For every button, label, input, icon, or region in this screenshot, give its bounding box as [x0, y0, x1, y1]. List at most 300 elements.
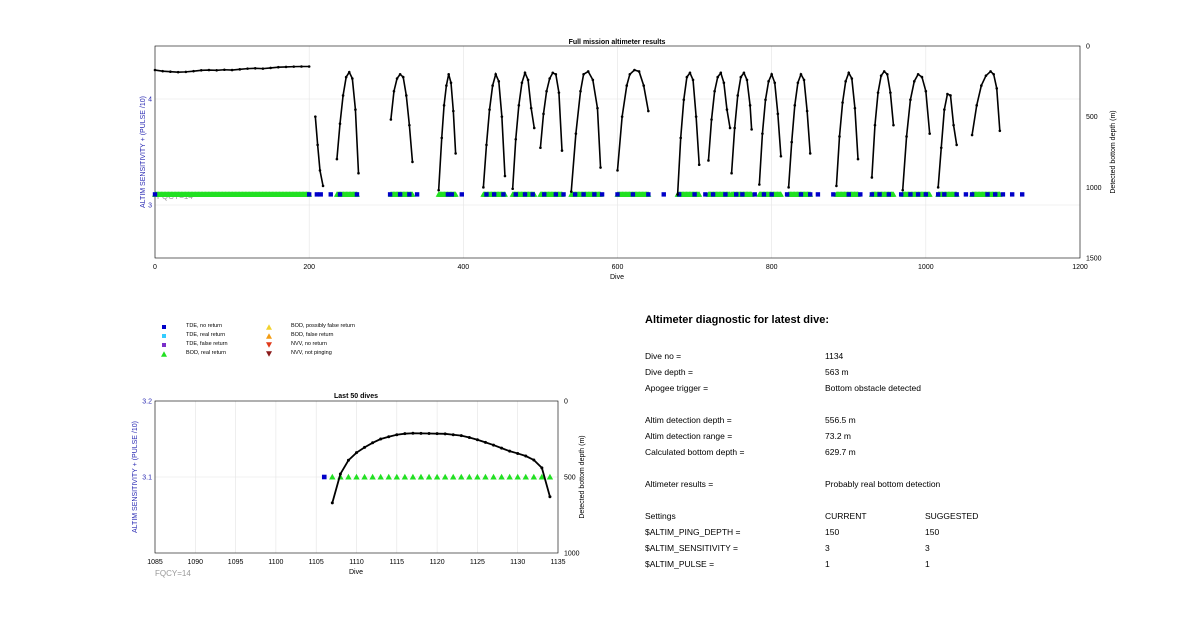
tde-no-return-marker: [662, 192, 666, 196]
depth-point: [508, 450, 511, 453]
tde-no-return-marker: [899, 192, 903, 196]
depth-point: [185, 71, 188, 74]
bod-real-return-marker: [369, 474, 375, 480]
depth-point: [642, 84, 645, 87]
depth-line: [678, 73, 700, 195]
apogee-label: Apogee trigger =: [645, 383, 709, 393]
depth-point: [770, 73, 773, 76]
depth-point: [599, 166, 602, 169]
bod-real-return-marker: [531, 474, 537, 480]
main-chart-title: Full mission altimeter results: [568, 39, 666, 46]
depth-point: [492, 444, 495, 447]
last-x-tick-label: 1130: [510, 559, 526, 566]
depth-point: [695, 115, 698, 118]
tde-no-return-marker: [942, 192, 946, 196]
depth-point: [322, 185, 325, 188]
depth-point: [411, 161, 414, 164]
depth-point: [494, 73, 497, 76]
det-range-label: Altim detection range =: [645, 431, 733, 441]
bod-real-return-marker: [458, 474, 464, 480]
depth-point: [357, 172, 360, 175]
depth-point: [485, 144, 488, 147]
tde-no-return-marker: [858, 192, 862, 196]
depth-line: [759, 74, 781, 184]
bod-real-return-marker: [466, 474, 472, 480]
depth-point: [452, 110, 455, 113]
depth-point: [773, 81, 776, 84]
last-x-tick-label: 1115: [389, 559, 405, 566]
sensitivity-current: 3: [825, 543, 830, 553]
depth-line: [332, 433, 550, 503]
depth-point: [411, 432, 414, 435]
calc-depth-label: Calculated bottom depth =: [645, 447, 745, 457]
last-x-tick-label: 1095: [227, 559, 244, 566]
depth-point: [730, 172, 733, 175]
depth-point: [403, 432, 406, 435]
suggested-header: SUGGESTED: [925, 511, 979, 521]
depth-point: [889, 91, 892, 94]
last-x-tick-label: 1120: [429, 559, 445, 566]
depth-point: [761, 132, 764, 135]
results-value: Probably real bottom detection: [825, 479, 941, 489]
depth-point: [946, 93, 949, 96]
pulse-row: [645, 556, 1085, 572]
legend-label: NVV, not pinging: [291, 350, 332, 356]
depth-point: [937, 186, 940, 189]
depth-point: [971, 134, 974, 137]
tde-no-return-marker: [936, 192, 940, 196]
depth-point: [838, 135, 841, 138]
sensitivity-label: $ALTIM_SENSITIVITY =: [645, 543, 738, 553]
depth-point: [285, 66, 288, 69]
last-fqcy-label: FQCY=14: [155, 569, 191, 578]
last-x-tick-label: 1125: [469, 559, 485, 566]
depth-point: [292, 65, 295, 68]
depth-point: [975, 104, 978, 107]
dive-no-value: 1134: [825, 351, 844, 361]
depth-point: [851, 77, 854, 80]
tde-no-return-marker: [484, 192, 488, 196]
sensitivity-row: [645, 540, 1085, 556]
depth-point: [713, 90, 716, 93]
depth-point: [488, 108, 491, 111]
depth-line: [315, 117, 323, 186]
last-x-tick-label: 1090: [187, 559, 204, 566]
calc-depth-value: 629.7 m: [825, 447, 856, 457]
legend: [160, 322, 400, 366]
depth-point: [777, 113, 780, 116]
depth-point: [347, 459, 350, 462]
depth-line: [938, 94, 957, 187]
depth-point: [540, 466, 543, 469]
tde-no-return-marker: [692, 192, 696, 196]
depth-point: [679, 137, 682, 140]
tde-no-return-marker: [600, 192, 604, 196]
depth-point: [355, 451, 358, 454]
legend-label: TDE, real return: [186, 332, 226, 338]
diagnostic-panel: [645, 314, 1085, 572]
depth-point: [857, 158, 860, 161]
depth-point: [437, 189, 440, 192]
depth-point: [491, 84, 494, 87]
tde-no-return-marker: [531, 192, 535, 196]
depth-point: [484, 441, 487, 444]
legend-square-icon: [160, 332, 168, 340]
depth-point: [575, 132, 578, 135]
depth-point: [396, 77, 399, 80]
depth-point: [460, 434, 463, 437]
depth-point: [468, 436, 471, 439]
last-50-dives-chart: [0, 380, 620, 622]
main-x-tick-label: 0: [153, 264, 157, 271]
main-left-y-label: ALTIM SENSITIVITY + (PULSE /10): [140, 96, 147, 208]
tde-no-return-marker: [970, 192, 974, 196]
depth-point: [913, 80, 916, 83]
depth-point: [339, 472, 342, 475]
tde-no-return-marker: [785, 192, 789, 196]
depth-point: [405, 94, 408, 97]
depth-point: [750, 128, 753, 131]
legend-label: BOD, false return: [291, 332, 334, 338]
depth-point: [854, 107, 857, 110]
depth-point: [395, 433, 398, 436]
depth-point: [871, 176, 874, 179]
bod-real-return-marker: [515, 474, 521, 480]
depth-point: [348, 71, 351, 74]
last-x-label: Dive: [348, 569, 364, 576]
depth-point: [387, 435, 390, 438]
pulse-suggested: 1: [925, 559, 930, 569]
last-x-tick-label: 1085: [147, 559, 163, 566]
bod-real-return-marker: [523, 474, 529, 480]
bod-real-return-marker: [426, 474, 432, 480]
last-left-tick-label: 3.2: [142, 398, 152, 406]
depth-point: [208, 69, 211, 72]
last-right-tick-label: 1000: [564, 550, 580, 558]
depth-point: [445, 84, 448, 87]
last-x-tick-label: 1135: [550, 559, 566, 566]
depth-point: [440, 137, 443, 140]
depth-point: [454, 152, 457, 155]
tde-no-return-marker: [1010, 192, 1014, 196]
bod-real-return-marker: [418, 474, 424, 480]
bod-real-return-marker: [377, 474, 383, 480]
depth-point: [917, 73, 920, 76]
last-x-tick-label: 1100: [268, 559, 284, 566]
tde-no-return-marker: [753, 192, 757, 196]
depth-point: [316, 144, 319, 147]
depth-point: [444, 432, 447, 435]
tde-no-return-marker: [307, 192, 311, 196]
depth-point: [841, 101, 844, 104]
depth-point: [177, 71, 180, 74]
depth-point: [351, 77, 354, 80]
depth-point: [985, 74, 988, 77]
depth-point: [516, 452, 519, 455]
main-right-tick-label: 0: [1086, 43, 1090, 51]
bod-real-return-marker: [386, 474, 392, 480]
depth-line: [483, 74, 505, 187]
tde-no-return-marker: [769, 192, 773, 196]
depth-line: [732, 73, 752, 173]
depth-point: [892, 124, 895, 127]
calc-depth-row: [645, 444, 1085, 460]
depth-point: [254, 67, 257, 70]
last-chart-title: Last 50 dives: [334, 393, 378, 400]
tde-no-return-marker: [908, 192, 912, 196]
main-x-tick-label: 400: [457, 264, 470, 271]
depth-point: [582, 73, 585, 76]
tde-no-return-marker: [723, 192, 727, 196]
depth-point: [408, 124, 411, 127]
tde-no-return-marker: [501, 192, 505, 196]
dive-no-row: [645, 348, 1085, 364]
depth-point: [877, 91, 880, 94]
depth-point: [558, 91, 561, 94]
tde-no-return-marker: [355, 192, 359, 196]
tde-no-return-marker: [847, 192, 851, 196]
depth-point: [835, 185, 838, 188]
main-x-tick-label: 200: [303, 264, 316, 271]
depth-line: [513, 73, 535, 189]
results-row: [645, 476, 1085, 492]
depth-point: [504, 175, 507, 178]
depth-point: [390, 118, 393, 121]
tde-no-return-marker: [523, 192, 527, 196]
depth-point: [542, 113, 545, 116]
depth-point: [943, 108, 946, 111]
depth-point: [780, 155, 783, 158]
depth-point: [452, 433, 455, 436]
depth-point: [500, 447, 503, 450]
depth-point: [555, 73, 558, 76]
bod-real-return-marker: [442, 474, 448, 480]
tde-no-return-marker: [319, 192, 323, 196]
main-right-y-label: Detected bottom depth (m): [1110, 110, 1117, 194]
depth-point: [905, 135, 908, 138]
tde-no-return-marker: [985, 192, 989, 196]
bod-real-return-marker: [450, 474, 456, 480]
legend-triangle-up-icon: [265, 323, 273, 331]
tde-no-return-marker: [964, 192, 968, 196]
depth-point: [707, 159, 710, 162]
det-range-value: 73.2 m: [825, 431, 851, 441]
depth-point: [909, 98, 912, 101]
main-right-tick-label: 500: [1086, 114, 1098, 122]
main-x-tick-label: 1000: [918, 264, 934, 271]
depth-point: [803, 79, 806, 82]
depth-point: [689, 72, 692, 75]
depth-point: [447, 73, 450, 76]
legend-label: TDE, no return: [186, 323, 223, 329]
depth-point: [716, 76, 719, 79]
legend-label: BOD, real return: [186, 350, 227, 356]
tde-no-return-marker: [954, 192, 958, 196]
depth-point: [793, 104, 796, 107]
last-right-tick-label: 500: [564, 474, 576, 482]
depth-point: [921, 76, 924, 79]
depth-point: [883, 70, 886, 73]
bod-real-return-marker: [394, 474, 400, 480]
depth-point: [749, 104, 752, 107]
tde-no-return-marker: [450, 192, 454, 196]
depth-point: [269, 67, 272, 70]
tde-no-return-marker: [592, 192, 596, 196]
depth-point: [901, 189, 904, 192]
depth-point: [764, 98, 767, 101]
last-x-tick-label: 1105: [308, 559, 324, 566]
depth-point: [633, 69, 636, 72]
ping-depth-suggested: 150: [925, 527, 940, 537]
depth-point: [428, 432, 431, 435]
depth-point: [723, 81, 726, 84]
tde-no-return-marker: [492, 192, 496, 196]
depth-line: [789, 74, 811, 187]
main-left-tick-label: 3: [148, 202, 152, 210]
tde-no-return-marker: [916, 192, 920, 196]
depth-point: [551, 72, 554, 75]
depth-point: [616, 169, 619, 172]
depth-point: [570, 190, 573, 193]
legend-label: TDE, false return: [186, 341, 228, 347]
tde-no-return-marker: [924, 192, 928, 196]
depth-point: [790, 141, 793, 144]
depth-point: [511, 187, 514, 190]
legend-square-icon: [160, 341, 168, 349]
tde-no-return-marker: [993, 192, 997, 196]
tde-no-return-marker: [870, 192, 874, 196]
depth-point: [314, 115, 317, 118]
depth-point: [740, 76, 743, 79]
depth-line: [571, 71, 600, 191]
legend-label: BOD, possibly false return: [291, 323, 355, 329]
depth-point: [676, 193, 679, 196]
tde-no-return-marker: [573, 192, 577, 196]
tde-no-return-marker: [799, 192, 803, 196]
tde-no-return-marker: [1001, 192, 1005, 196]
depth-point: [880, 74, 883, 77]
tde-no-return-marker: [711, 192, 715, 196]
settings-header-row: [645, 508, 1085, 524]
depth-point: [874, 124, 877, 127]
legend-triangle-down-icon: [265, 341, 273, 349]
depth-point: [308, 65, 311, 68]
depth-point: [548, 77, 551, 80]
tde-no-return-marker: [407, 192, 411, 196]
depth-point: [497, 80, 500, 83]
depth-point: [629, 73, 632, 76]
settings-label: Settings: [645, 511, 676, 521]
tde-no-return-marker: [514, 192, 518, 196]
depth-point: [847, 72, 850, 75]
tde-no-return-marker: [740, 192, 744, 196]
depth-point: [331, 501, 334, 504]
tde-no-return-marker: [646, 192, 650, 196]
last-right-y-label: Detected bottom depth (m): [579, 435, 586, 519]
depth-point: [262, 67, 265, 70]
depth-point: [949, 94, 952, 97]
depth-point: [443, 104, 446, 107]
depth-point: [579, 90, 582, 93]
depth-point: [710, 118, 713, 121]
bod-real-return-marker: [402, 474, 408, 480]
bod-real-return-marker: [345, 474, 351, 480]
depth-point: [995, 87, 998, 90]
tde-no-return-marker: [338, 192, 342, 196]
depth-point: [521, 81, 524, 84]
main-right-tick-label: 1500: [1086, 255, 1102, 263]
depth-line: [972, 71, 1000, 135]
depth-point: [339, 122, 342, 125]
legend-triangle-down-icon: [265, 350, 273, 358]
depth-point: [719, 72, 722, 75]
depth-point: [501, 115, 504, 118]
depth-point: [726, 108, 729, 111]
depth-point: [692, 79, 695, 82]
depth-point: [371, 441, 374, 444]
tde-no-return-marker: [561, 192, 565, 196]
tde-no-return-marker: [322, 475, 327, 480]
depth-line: [439, 74, 456, 190]
depth-point: [342, 94, 345, 97]
depth-point: [800, 73, 803, 76]
det-depth-row: [645, 412, 1085, 428]
depth-point: [925, 90, 928, 93]
depth-point: [886, 73, 889, 76]
depth-point: [545, 90, 548, 93]
tde-no-return-marker: [460, 192, 464, 196]
tde-no-return-marker: [398, 192, 402, 196]
tde-no-return-marker: [329, 192, 333, 196]
depth-point: [548, 495, 551, 498]
depth-point: [450, 81, 453, 84]
legend-triangle-up-icon: [160, 350, 168, 358]
depth-point: [277, 66, 280, 69]
tde-no-return-marker: [887, 192, 891, 196]
bod-real-return-marker: [410, 474, 416, 480]
main-x-tick-label: 600: [611, 264, 624, 271]
depth-point: [955, 144, 958, 147]
bod-real-return-marker: [329, 474, 335, 480]
tde-no-return-marker: [153, 192, 157, 196]
current-header: CURRENT: [825, 511, 867, 521]
depth-point: [980, 84, 983, 87]
depth-point: [928, 132, 931, 135]
depth-point: [436, 432, 439, 435]
depth-point: [482, 186, 485, 189]
depth-point: [806, 110, 809, 113]
depth-point: [952, 124, 955, 127]
depth-point: [767, 80, 770, 83]
bod-real-return-marker: [506, 474, 512, 480]
depth-point: [514, 138, 517, 141]
tde-no-return-marker: [762, 192, 766, 196]
main-x-tick-label: 1200: [1072, 264, 1088, 271]
depth-point: [596, 107, 599, 110]
tde-no-return-marker: [446, 192, 450, 196]
depth-point: [729, 127, 732, 130]
depth-point: [638, 70, 641, 73]
depth-point: [532, 458, 535, 461]
depth-point: [809, 152, 812, 155]
depth-point: [200, 69, 203, 72]
depth-point: [215, 69, 218, 72]
depth-line: [708, 73, 730, 161]
depth-point: [561, 149, 564, 152]
main-x-tick-label: 800: [765, 264, 778, 271]
ping-depth-label: $ALTIM_PING_DEPTH =: [645, 527, 741, 537]
depth-point: [476, 438, 479, 441]
